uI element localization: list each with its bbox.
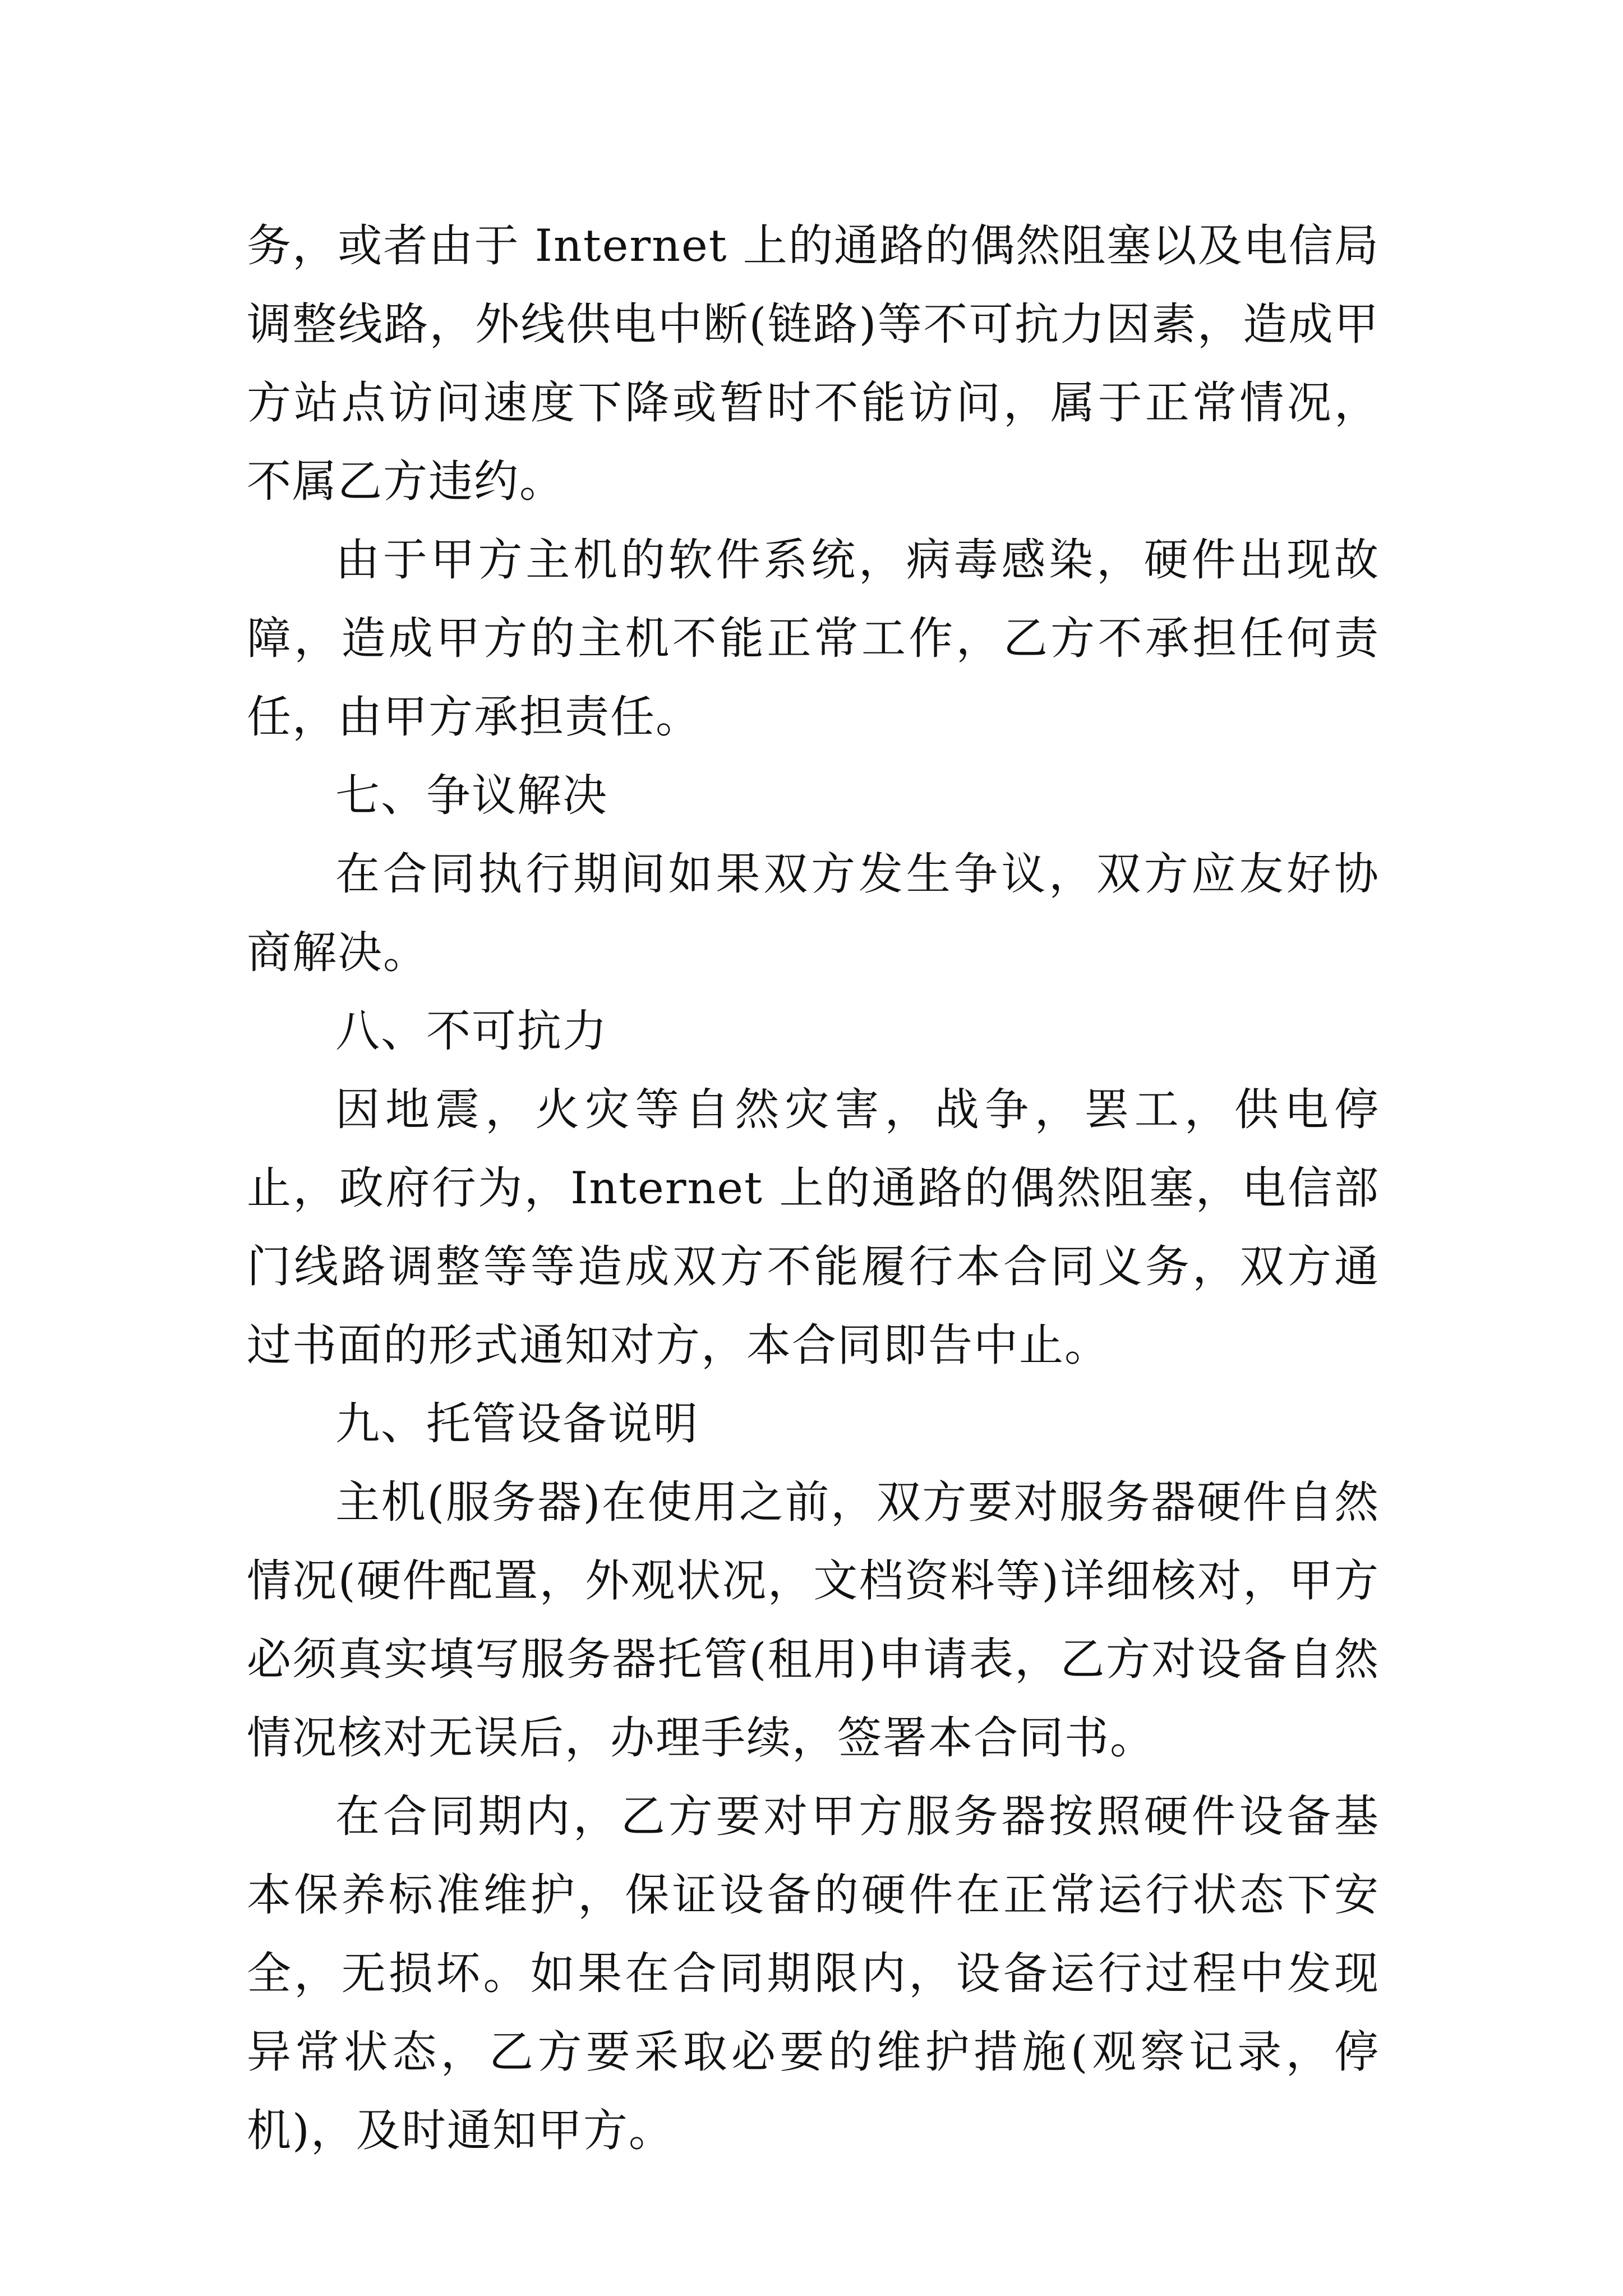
paragraph-dispute: 在合同执行期间如果双方发生争议，双方应友好协商解决。 bbox=[247, 848, 1380, 978]
section-heading-hosting-equipment: 九、托管设备说明 bbox=[335, 1398, 699, 1450]
paragraph-force-majeure: 因地震，火灾等自然灾害，战争，罢工，供电停止，政府行为，Internet 上的通路的偶然阻塞，电信部门线路调整等等造成双方不能履行本合同义务，双方通过书面的形式通知对方，本合同即告中止。 bbox=[247, 1084, 1380, 1371]
paragraph-server-check: 主机(服务器)在使用之前，双方要对服务器硬件自然情况(硬件配置，外观状况，文档资料等)详细核对，甲方必须真实填写服务器托管(租用)申请表，乙方对设备自然情况核对无误后，办理手续，签署本合同书。 bbox=[247, 1476, 1380, 1764]
section-heading-dispute: 七、争议解决 bbox=[335, 770, 608, 821]
paragraph-maintenance: 在合同期内，乙方要对甲方服务器按照硬件设备基本保养标准维护，保证设备的硬件在正常运行状态下安全，无损坏。如果在合同期限内，设备运行过程中发现异常状态，乙方要采取必要的维护措施(观察记录，停机)，及时通知甲方。 bbox=[247, 1791, 1380, 2156]
document-body bbox=[247, 206, 1380, 2170]
section-heading-force-majeure: 八、不可抗力 bbox=[335, 1005, 608, 1057]
paragraph-host-fault: 由于甲方主机的软件系统，病毒感染，硬件出现故障，造成甲方的主机不能正常工作，乙方不承担任何责任，由甲方承担责任。 bbox=[247, 534, 1380, 743]
paragraph-continuation: 务，或者由于 Internet 上的通路的偶然阻塞以及电信局调整线路，外线供电中断(链路)等不可抗力因素，造成甲方站点访问速度下降或暂时不能访问，属于正常情况，不属乙方违约。 bbox=[247, 220, 1380, 507]
